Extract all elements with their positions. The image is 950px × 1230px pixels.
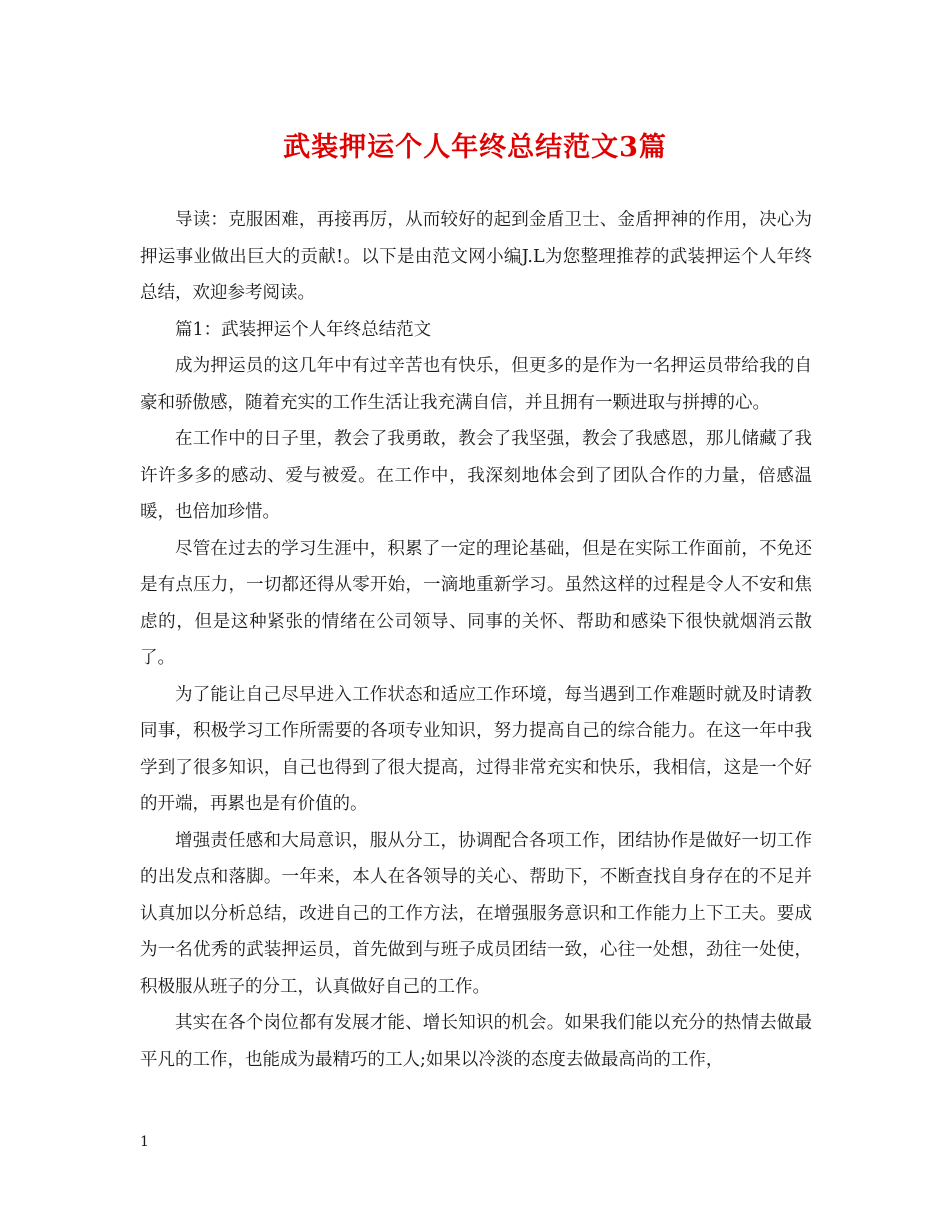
document-title: 武装押运个人年终总结范文3篇 <box>283 132 667 163</box>
body-paragraph: 在工作中的日子里，教会了我勇敢，教会了我坚强，教会了我感恩，那儿储藏了我许许多多的感动、爱与被爱。在工作中，我深刻地体会到了团队合作的力量，倍感温暖，也倍加珍惜。 <box>140 429 812 522</box>
body-paragraph: 尽管在过去的学习生涯中，积累了一定的理论基础，但是在实际工作面前，不免还是有点压力，一切都还得从零开始，一滴地重新学习。虽然这样的过程是令人不安和焦虑的，但是这种紧张的情绪在公司领导、同事的关怀、帮助和感染下很快就烟消云散了。 <box>140 538 812 668</box>
body-paragraph: 增强责任感和大局意识，服从分工，协调配合各项工作，团结协作是做好一切工作的出发点和落脚。一年来，本人在各领导的关心、帮助下，不断查找自身存在的不足并认真加以分析总结，改进自己的工作方法，在增强服务意识和工作能力上下工夫。要成为一名优秀的武装押运员，首先做到与班子成员团结一致，心往一处想，劲往一处使，积极服从班子的分工，认真做好自己的工作。 <box>140 830 812 997</box>
body-paragraph: 为了能让自己尽早进入工作状态和适应工作环境，每当遇到工作难题时就及时请教同事，积极学习工作所需要的各项专业知识，努力提高自己的综合能力。在这一年中我学到了很多知识，自己也得到了很大提高，过得非常充实和快乐，我相信，这是一个好的开端，再累也是有价值的。 <box>140 684 812 814</box>
body-paragraph: 成为押运员的这几年中有过辛苦也有快乐，但更多的是作为一名押运员带给我的自豪和骄傲感，随着充实的工作生活让我充满自信，并且拥有一颗进取与拼搏的心。 <box>140 356 812 413</box>
intro-paragraph: 导读：克服困难，再接再厉，从而较好的起到金盾卫士、金盾押神的作用，决心为押运事业做出巨大的贡献!。以下是由范文网小编J.L为您整理推荐的武装押运个人年终总结，欢迎参考阅读。 <box>140 210 812 303</box>
page-number: 1 <box>140 1134 149 1150</box>
body-paragraph: 其实在各个岗位都有发展才能、增长知识的机会。如果我们能以充分的热情去做最平凡的工作，也能成为最精巧的工人;如果以冷淡的态度去做最高尚的工作， <box>140 1013 812 1070</box>
document-body <box>140 202 812 1078</box>
section-heading: 篇1：武装押运个人年终总结范文 <box>175 319 432 340</box>
